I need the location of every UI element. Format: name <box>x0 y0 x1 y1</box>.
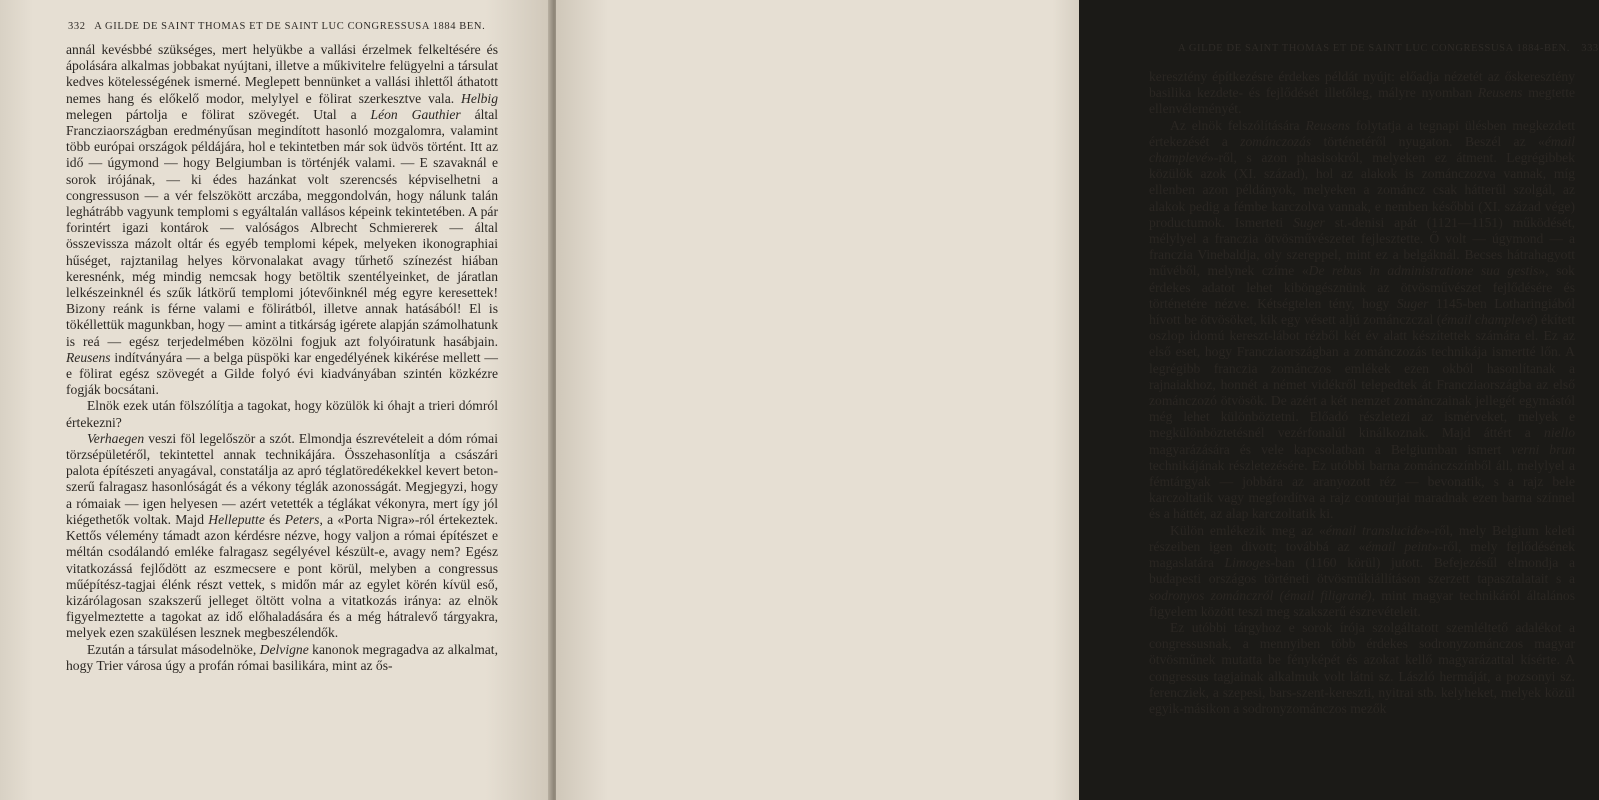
text-run: 1145-ben Lotharingiából hívott be ötvösöket, kik egy vésett aljú zománczczal ( <box>1149 295 1575 328</box>
right-running-head <box>1178 43 1599 54</box>
text-run: indítványára — a belga püspöki kar engedélyének kikérése mellett — e fölirat egész szövegét a Gilde folyó évi kiadványában szintén közkézre fogják bocsátani. <box>66 349 498 398</box>
italic-run: Helleputte <box>208 511 265 527</box>
paragraph <box>1149 523 1575 620</box>
text-run: keresztény építkezésre érdekes példát nyújt: előadja nézetét az őskeresztény basilika kezdete- és fejlődését illetőleg, mályre nyomban <box>1149 69 1575 101</box>
text-run: technikájának részletezésére. Ez utóbbi barna zománczszínből áll, melylyel a fémtárgyak — jobbára az aranyozott réz — bevonatik, s a rajz bele karczoltatik vagy megfordítva a rajz contourjai maradnak ezen barna színnel és a háttér, az alap karczoltatik ki. <box>1149 457 1575 522</box>
italic-run: sodronyos zománczról (émail filigrané) <box>1149 587 1372 603</box>
italic-run: Reusens <box>1305 117 1350 133</box>
right-body-text <box>1149 69 1575 717</box>
paragraph <box>1149 118 1575 523</box>
text-run: , a «Porta Nigra»-ról értekeztek. Kettős vélemény támadt azon kérdésre nézve, hogy valjon a római építészet e méltán csodálandó emléke falragasz segélyével készült-e, avagy nem? Egész vitatkozássá fejlődött az eszmecsere e pont körül, melyben a congressus műépítész-tagjai élénk részt vettek, s midőn már az egylet körén kívül eső, kizárólagosan szakszerű jelleget öltött volna a vitatkozás iránya: az elnök figyelmeztette a tagokat az idő előhaladására és a még hátralevő tárgyakra, melyek ezen szakülésen lesznek megbeszélendők. <box>66 511 499 641</box>
text-run: Elnök ezek után fölszólítja a tagokat, hogy közülök ki óhajt a trieri dómról értekezni? <box>66 398 498 430</box>
text-run: , mint magyar technikáról általános figyelem között teszi meg szakszerű észrevételeit. <box>1149 587 1576 619</box>
text-run: melegen pártolja e fölirat szövegét. Utal a <box>66 106 371 122</box>
text-run: »-ről, mely Belgium keleti részeiben igen divott; továbbá az « <box>1149 522 1576 554</box>
text-run: Az elnök felszólítására <box>1170 117 1306 133</box>
text-run: ) ékített oszlop idomú kereszt-lábot rézből két év alatt készítettek számára el. Ez az első eset, hogy Francziaországban a zománczozás technikája ismertté lőn. A legrégibb franczia zománczos emlékek ezen okból hasonlítanak a rajnaiakhoz, honnét a német vidékről telepedtek át Francziaországba az első zománczozó ötvösök. De azért a két nemzet zománczainak jellegét egymástól még lehet különböztetni. Előadó részletezi az ismérveket, melyek e megkülönböztetésnél vezérfonalúl kinálkoznak. Majd áttért a <box>1149 312 1576 441</box>
text-run: történetéről nyugaton. Beszél az « <box>1311 133 1545 149</box>
italic-run: Reusens <box>1477 85 1523 101</box>
italic-run: Delvigne <box>259 641 309 657</box>
left-page <box>0 0 552 800</box>
italic-run: Helbig <box>461 90 498 106</box>
paragraph <box>66 642 498 674</box>
text-run: Ezután a társulat másodelnöke, <box>87 641 260 657</box>
text-run: », sok érdekes adatot lehet kiböngésznünk az ötvösművészet fejlődésére és történetére nézve. Kétségtelen tény, hogy <box>1149 263 1575 311</box>
text-run: folytatja a tegnapi ülésben megkezdett értekezését a <box>1149 117 1575 149</box>
paragraph <box>1149 69 1575 118</box>
text-run: Ez utóbbi tárgyhoz e sorok írója szolgáltatott szemléltető adalékot a congressusnak, a mennyiben több érdekes sodronyzománczos magyar ötvösműnek mutatta be fényképét és azokat kellő magyarázattal kísérte. A congressus tagjainak alkalmuk volt látni sz. László hermáját, a pozsonyi sz. ferencziek, a szepesi, bars-szent-kereszti, nyitrai stb. kelyheket, melyek közül egyik-másikon a sodronyzománczos mezők <box>1149 619 1575 716</box>
left-body-text <box>66 42 498 674</box>
left-running-head <box>68 21 485 32</box>
text-run: kanonok megragadva az alkalmat, hogy Trier városa úgy a profán római basilikára, mint az ős- <box>66 641 498 673</box>
text-run: st.-denisi apát (1121—1151) működését, mélylyel a franczia ötvösművészetet fejlesztette. Ő volt — úgymond — a franczia Vinebaldja, oly szereppel, mint ez a belgáknál. Becses hátrahagyott művéből, melynek czíme « <box>1149 214 1575 279</box>
text-run: »-ről, s azon phasisokról, melyeken ez átment. Legrégibbek közülök azok (XI. század), hol az alakok is zománczozva vannak, míg ellenben azon példányok, melyeken a zománcz csak hátterűl szolgál, az alakok pedig a fémbe karczolva vannak, e nemben későbbi (XI. század vége) productumok. Ismerteti <box>1149 150 1575 230</box>
text-run: veszi föl legelőször a szót. Elmondja észrevételeit a dóm római törzsépületéről, tekintettel annak technikájára. Összehasonlítja a császári palota építészeti anyagával, constatálja az apró téglatöredékekkel kevert beton-szerű falragasz hasonlóságát és a vékony téglák azonosságát. Megjegyzi, hogy a rómaiak — igen helyesen — azért vetették a téglákat vékonyra, mert így jól kiégethetők voltak. Majd <box>66 430 498 527</box>
italic-run: Limoges <box>1224 555 1271 571</box>
text-run: annál kevésbbé szükséges, mert helyükbe a vallási érzelmek felkeltésére és ápolására alkalmas jobbakat nyújtani, illetve a műkivitelre felügyelni a társulat kedves kötelességének ismerné. Meglepett bennünket a vallási ihlettől áthatott nemes hang és előkelő modor, melylyel e fölirat szerkesztve vala. <box>66 42 498 106</box>
right-page <box>556 0 1599 800</box>
italic-run: Léon Gauthier <box>370 106 461 122</box>
italic-run: Reusens <box>66 349 111 365</box>
italic-run: Peters <box>284 511 320 527</box>
italic-run: zománczozás <box>1240 133 1312 149</box>
left-page-number: 332 <box>68 21 86 32</box>
italic-run: émail champlevé <box>1149 133 1576 166</box>
text-run: Külön emlékezik meg az « <box>1170 522 1326 538</box>
italic-run: De rebus in administratione sua gestis <box>1308 263 1539 279</box>
italic-run: émail translucide <box>1325 522 1424 538</box>
right-running-head-text: A GILDE DE SAINT THOMAS ET DE SAINT LUC CONGRESSUSA 1884-BEN. <box>1178 43 1570 54</box>
paragraph <box>1149 620 1575 717</box>
italic-run: Suger <box>1396 295 1429 311</box>
italic-run: émail peint <box>1365 538 1432 554</box>
italic-run: Verhaegen <box>87 430 145 446</box>
text-run: magyarázására és vele kapcsolatban a Belgiumban ismert <box>1149 441 1512 457</box>
text-run: és <box>264 511 285 527</box>
text-run: »-ről, mely fejlődésének magaslatára <box>1149 538 1575 571</box>
paragraph <box>66 398 498 430</box>
italic-run: émail champlevé <box>1441 312 1534 328</box>
text-run: -ban (1160 körül) jutott. Befejezésűl elmondja a budapesti országos történeti ötvösműkiállításon szerzett tapasztalatait s a <box>1149 555 1575 587</box>
italic-run: niello <box>1544 425 1575 441</box>
right-page-number: 333 <box>1581 43 1599 54</box>
italic-run: Suger <box>1293 214 1325 230</box>
text-run: által Francziaországban eredményűsan megindított hasonló mozgalomra, valamint több európai országok példájára, hol e tekintetben már sok üdvös történt. Itt az idő — úgymond — hogy Belgiumban is történjék valami. — E szavaknál e sorok irójának, — ki édes hazánkat volt szerencsés képviselhetni a congressuson — a vér felszökött arczába, meggondolván, hogy nálunk talán leghátrább vagyunk templomi s egyáltalán vallásos képeink tekintetében. A pár forintért igazi kontárok — valóságos Albrecht Schmiererek — által összevissza mázolt oltár és egyéb templomi képek, melyeken ikonographiai hűséget, rajztanilag helyes körvonalakat avagy tűrhető színezést hiában keresnénk, még mindig nemcsak hogy betöltik szentélyeinket, de járatlan lelkészeinknél és szűk látkörű templomi jótevőinknél még egyre keresettek! Bizony reánk is férne valami e fölirátból, illetve annak hatásából! El is tökéllettük magunkban, hogy — amint a titkárság igérete alapján számolhatunk is reá — egész terjedelmében közölni fogjuk azt folyóiratunk hasábjain. <box>66 106 499 349</box>
paragraph <box>66 42 498 398</box>
left-running-head-text: A GILDE DE SAINT THOMAS ET DE SAINT LUC CONGRESSUSA 1884 BEN. <box>94 21 486 32</box>
paragraph <box>66 431 498 642</box>
text-run: megtette ellenvéleményét. <box>1149 85 1576 117</box>
italic-run: verni brun <box>1511 441 1575 457</box>
